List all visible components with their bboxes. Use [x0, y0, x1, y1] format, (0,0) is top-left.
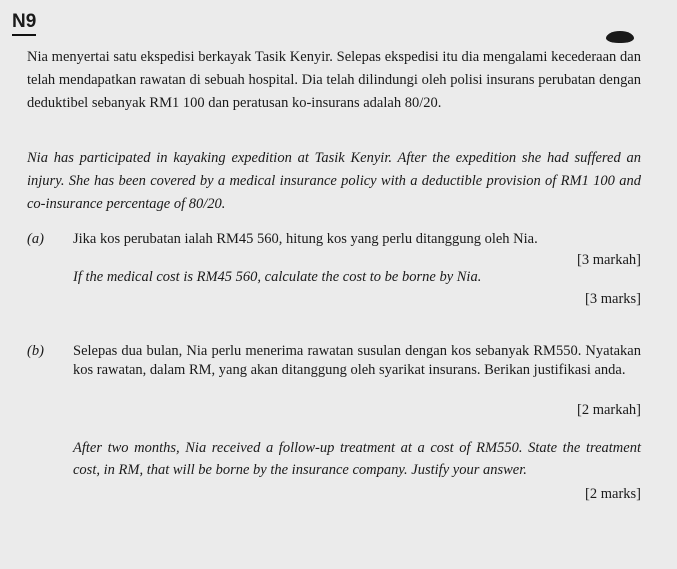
question-b-malay: Selepas dua bulan, Nia perlu menerima rawatan susulan dengan kos sebanyak RM550. Nyatakan kos rawatan, dalam RM, yang akan ditanggung oleh syarikat insurans. Berikan justifikasi anda. [73, 343, 641, 378]
question-a-english-marks: [3 marks] [585, 291, 641, 307]
ink-blot [606, 31, 634, 43]
question-a-malay: Jika kos perubatan ialah RM45 560, hitung kos yang perlu ditanggung oleh Nia. [73, 231, 538, 247]
question-b-malay-marks: [2 markah] [576, 402, 641, 418]
question-number: N9 [12, 10, 36, 36]
intro-malay: Nia menyertai satu ekspedisi berkayak Tasik Kenyir. Selepas ekspedisi itu dia mengalami kecederaan dan telah mendapatkan rawatan di sebuah hospital. Dia telah dilindungi oleh polisi insurans perubatan dengan deduktibel sebanyak RM1 100 dan peratusan ko-insurans adalah 80/20. [27, 49, 641, 111]
question-b-english-marks: [2 marks] [585, 486, 641, 502]
question-a-malay-marks: [3 markah] [576, 252, 641, 268]
question-b-label: (b) [27, 343, 44, 359]
intro-english: Nia has participated in kayaking expedition at Tasik Kenyir. After the expedition she had suffered an injury. She has been covered by a medical insurance policy with a deductible provision of RM1 100 and co-insurance percentage of 80/20. [27, 150, 641, 212]
question-a-english: If the medical cost is RM45 560, calculate the cost to be borne by Nia. [73, 269, 482, 285]
question-b-english: After two months, Nia received a follow-up treatment at a cost of RM550. State the treatment cost, in RM, that will be borne by the insurance company. Justify your answer. [73, 440, 641, 478]
question-a-label: (a) [27, 231, 44, 247]
